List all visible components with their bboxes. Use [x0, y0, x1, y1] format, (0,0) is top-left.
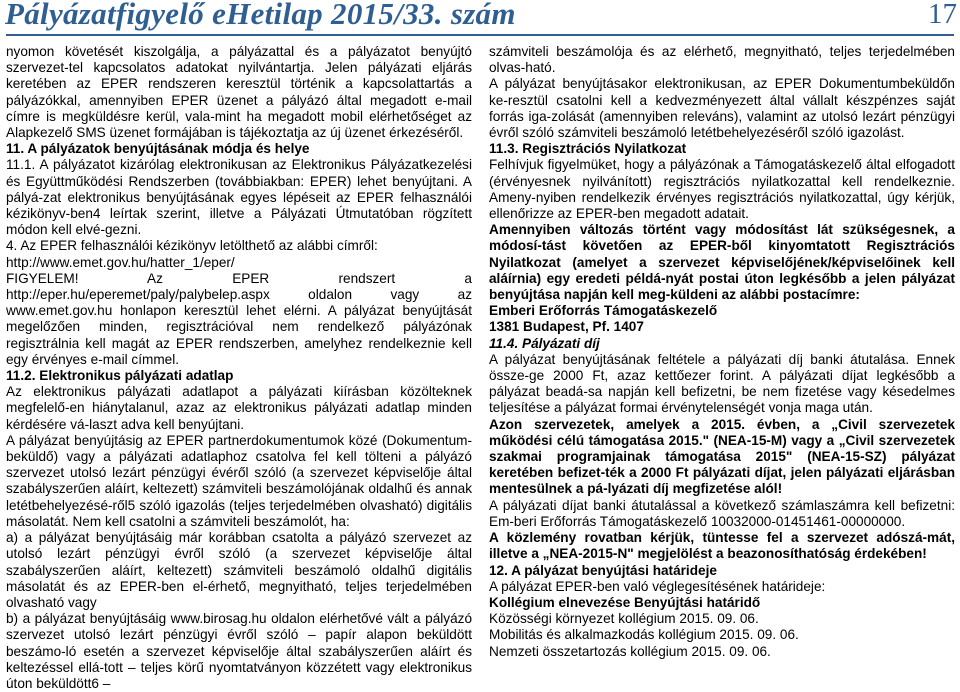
paragraph: számviteli beszámolója és az elérhető, megnyitható, teljes terjedelmében olvas-ható.	[489, 44, 955, 76]
footnote-text: 4. Az EPER felhasználói kézikönyv letölthető az alábbi címről:	[6, 238, 378, 254]
table-row: Közösségi környezet kollégium 2015. 09. 06.	[489, 611, 759, 627]
bold-paragraph: Amennyiben változás történt vagy módosítást lát szükségesnek, a módosí-tást követően az EPER-ből kinyomtatott Regisztrációs Nyilatkozat (amelyet a szervezet képviselőjének/képviselőinek kell aláírnia) egy eredeti példá-nyát postai úton legkésőbb a jelen pályázat benyújtása napján kell meg-küldeni az alábbi postacímre:	[489, 222, 955, 303]
table-row: Nemzeti összetartozás kollégium 2015. 09. 06.	[489, 643, 771, 659]
url-text: http://www.emet.gov.hu/hatter_1/eper/	[6, 254, 235, 270]
section-heading: 12. A pályázat benyújtási határideje	[489, 562, 717, 578]
bold-paragraph: Azon szervezetek, amelyek a 2015. évben, a „Civil szervezetek működési célú támogatása 2015." (NEA-15-M) vagy a „Civil szervezetek szakmai programjainak támogatása 2015" (NEA-15-SZ) pályázat keretében befizet-ték a 2000 Ft pályázati díjat, jelen pályázati eljárásban mentesülnek a pá-lyázati díj megfizetése alól!	[489, 416, 955, 497]
section-heading: 11.2. Elektronikus pályázati adatlap	[6, 368, 234, 384]
page-number: 17	[928, 0, 957, 30]
paragraph: b) a pályázat benyújtásáig www.birosag.hu oldalon elérhetővé vált a pályázó szervezet utolsó lezárt pénzügyi évről szóló – papír alapon beküldött beszámo-ló esetén a szervezet képviselője által szabályszerűen aláírt és keltezéssel ellá-tott – teljes körű nyomtatványon közzétett vagy elektronikus úton beküldött6 –	[6, 611, 472, 691]
left-column	[6, 44, 472, 692]
table-header: Kollégium elnevezése Benyújtási határidő	[489, 594, 761, 610]
paragraph: FIGYELEM! Az EPER rendszert a http://eper.hu/eperemet/paly/palybelep.aspx oldalon vagy az www.emet.gov.hu honlapon keresztül lehet elérni. A pályázat benyújtását megelőzően minden, regisztrációval nem rendelkező pályázónak regisztrálnia kell magát az EPER rendszerben, amelyhez rendelkeznie kell egy érvényes e-mail címmel.	[6, 270, 472, 367]
section-heading: 11.3. Regisztrációs Nyilatkozat	[489, 141, 687, 157]
paragraph: Felhívjuk figyelmüket, hogy a pályázónak a Támogatáskezelő által elfogadott (érvényesnek nyilvánított) regisztrációs nyilatkozattal kell rendelkeznie. Ameny-nyiben rendelkezik érvényes regisztrációs nyilatkozattal, úgy kérjük, ellenőrizze az EPER-ben megadott adatait.	[489, 157, 955, 222]
header-rule	[6, 34, 954, 36]
bold-paragraph: A közlemény rovatban kérjük, tüntesse fel a szervezet adószá-mát, illetve a „NEA-2015-N" megjelölést a beazonosíthatóság érdekében!	[489, 530, 955, 562]
paragraph: A pályázat benyújtásig az EPER partnerdokumentumok közé (Dokumentum-beküldő) vagy a pályázati adatlaphoz csatolva fel kell tölteni a pályázó szervezet utolsó lezárt pénzügyi évéről szóló (a szervezet képviselője által szabályszerűen aláírt, keltezett) számviteli beszámolójának oldalhű és annak letétbehelyezésé-ről5 szóló igazolás (teljes terjedelmében olvasható) digitális másolatát. Nem kell csatolni a számviteli beszámolót, ha:	[6, 432, 472, 529]
section-heading: 11. A pályázatok benyújtásának módja és helye	[6, 141, 310, 157]
paragraph: A pályázat benyújtásakor elektronikusan, az EPER Dokumentumbeküldőn ke-resztül csatolni kell a kedvezményezett által vállalt készpénzes saját forrás iga-zolását (amennyiben releváns), valamint az utolsó lezárt pénzügyi évről szóló számviteli beszámoló letétbehelyezéséről szóló igazolást.	[489, 76, 955, 141]
paragraph: a) a pályázat benyújtásáig már korábban csatolta a pályázó szervezet az utolsó lezárt pénzügyi évről szóló (a szervezet képviselője által szabályszerűen aláírt, keltezett) számviteli beszámoló oldalhű digitális másolatát és az EPER-ben el-érhető, megnyitható, teljes terjedelmében olvasható vagy	[6, 530, 472, 610]
publication-title: Pályázatfigyelő eHetilap 2015/33. szám	[5, 0, 516, 31]
paragraph: Az elektronikus pályázati adatlapot a pályázati kiírásban közölteknek megfelelő-en hiánytalanul, azaz az elektronikus pályázati adatlap minden kérdésére vá-laszt adva kell benyújtani.	[6, 384, 472, 432]
address-line: 1381 Budapest, Pf. 1407	[489, 319, 644, 335]
table-row: Mobilitás és alkalmazkodás kollégium 2015. 09. 06.	[489, 627, 799, 643]
page-header	[5, 0, 957, 34]
right-column	[489, 44, 955, 660]
paragraph: nyomon követését kiszolgálja, a pályázattal és a pályázatot benyújtó szervezet-tel kapcsolatos adatokat nyilvántartja. Jelen pályázati eljárás keretében az EPER rendszeren keresztül történik a kapcsolattartás a pályázókkal, amennyiben EPER üzenet a pályázó által megadott e-mail címre is megküldésre kerül, vala-mint ha megadott mobil elérhetőséget az Alapkezelő SMS üzenet formájában is tájékoztatja az új üzenet érkezéséről.	[6, 44, 472, 141]
address-line: Emberi Erőforrás Támogatáskezelő	[489, 303, 718, 319]
paragraph: A pályázati díjat banki átutalással a következő számlaszámra kell befizetni: Em-beri Erőforrás Támogatáskezelő 10032000-01451461-00000000.	[489, 497, 955, 529]
section-heading: 11.4. Pályázati díj	[489, 335, 600, 351]
paragraph: A pályázat benyújtásának feltétele a pályázati díj banki átutalása. Ennek össze-ge 2000 Ft, azaz kettőezer forint. A pályázati díjat legkésőbb a pályázat beadá-sa napján kell befizetni, be nem fizetése vagy késedelmes teljesítése a pályázat formai érvénytelenségét vonja maga után.	[489, 351, 955, 416]
paragraph: A pályázat EPER-ben való véglegesítésének határideje:	[489, 578, 826, 594]
paragraph: 11.1. A pályázatot kizárólag elektronikusan az Elektronikus Pályázatkezelési és Együttműködési Rendszerben (továbbiakban: EPER) lehet benyújtani. A pályá-zat elektronikus benyújtásának egyes lépéseit az EPER felhasználói kézikönyv-ben4 leírtak szerint, illetve a Pályázati Útmutatóban rögzített módon kell elvé-gezni.	[6, 157, 472, 238]
